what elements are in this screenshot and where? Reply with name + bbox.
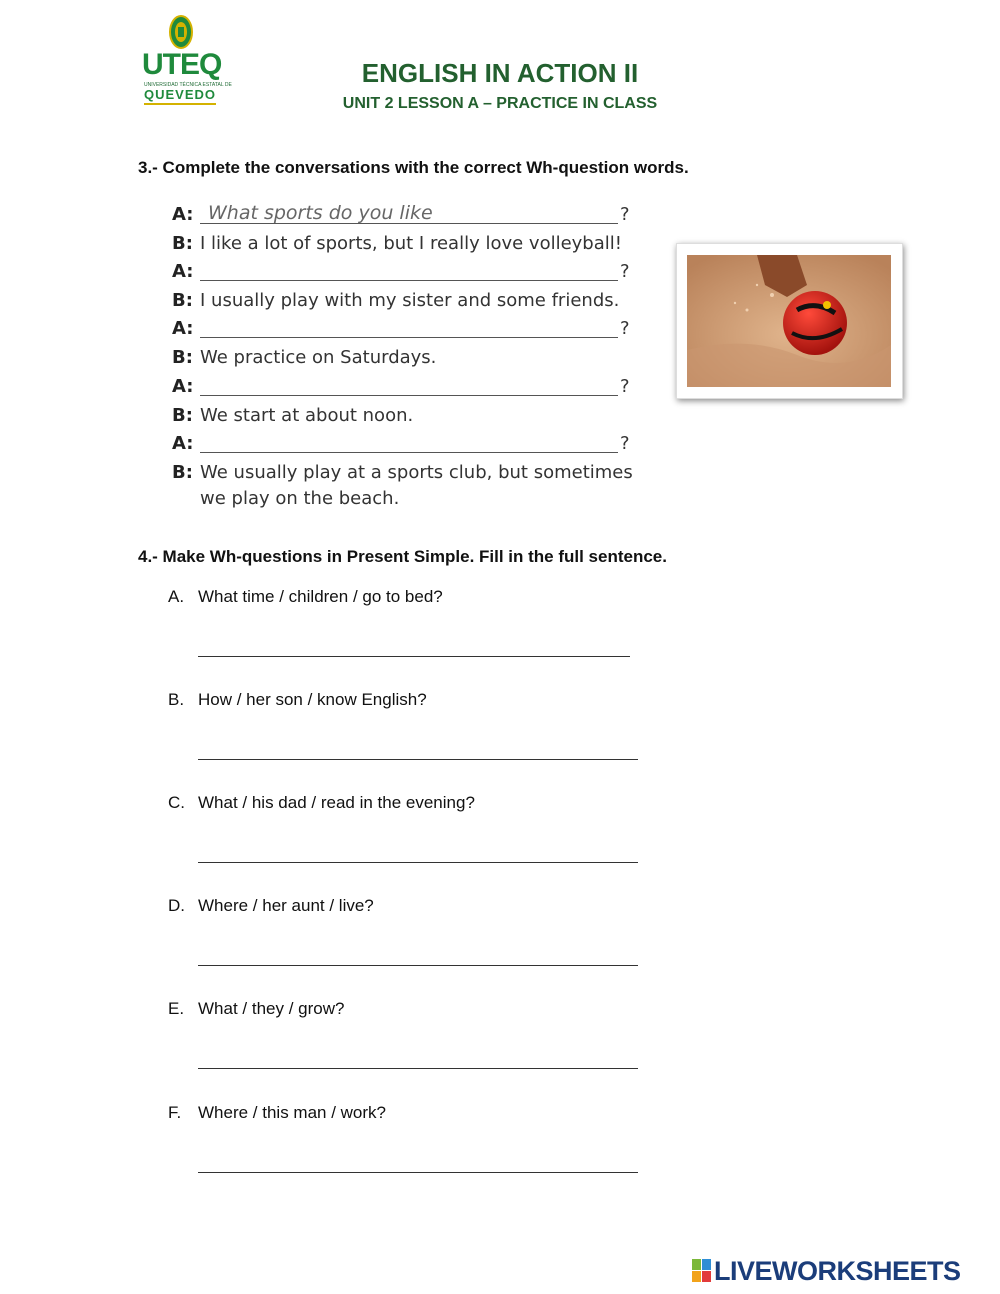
answer-blank-5[interactable]	[200, 451, 618, 453]
conv-speaker-a-3: A:	[172, 318, 194, 339]
logo-city-text: QUEVEDO	[144, 87, 216, 105]
question-item-d: D. Where / her aunt / live?	[168, 896, 374, 915]
question-mark: ?	[620, 204, 630, 225]
beach-soccer-photo-icon	[687, 255, 891, 387]
question-item-c: C. What / his dad / read in the evening?	[168, 793, 475, 812]
uteq-emblem-icon	[168, 14, 194, 50]
answer-blank-1[interactable]	[200, 222, 618, 224]
logo-brand-text: UTEQ	[142, 48, 222, 81]
conv-response-5: B: We usually play at a sports club, but sometimes	[172, 462, 633, 483]
liveworksheets-logo	[692, 1256, 992, 1286]
sample-answer: What sports do you like	[208, 202, 433, 224]
logo-subtext: UNIVERSIDAD TÉCNICA ESTATAL DE	[144, 82, 232, 88]
conv-speaker-a-1: A:	[172, 204, 194, 225]
question-mark: ?	[620, 318, 630, 339]
question-item-e: E. What / they / grow?	[168, 999, 345, 1018]
conv-response-1: B: I like a lot of sports, but I really love volleyball!	[172, 233, 622, 254]
conv-speaker-a-5: A:	[172, 433, 194, 454]
question-item-a: A. What time / children / go to bed?	[168, 587, 443, 606]
conv-speaker-a-2: A:	[172, 261, 194, 282]
answer-line-b[interactable]	[198, 758, 638, 760]
answer-line-c[interactable]	[198, 861, 638, 863]
question-item-f: F. Where / this man / work?	[168, 1103, 387, 1122]
conv-response-3: B: We practice on Saturdays.	[172, 347, 437, 368]
page-subtitle: UNIT 2 LESSON A – PRACTICE IN CLASS	[342, 95, 658, 112]
liveworksheets-blocks-icon	[692, 1259, 712, 1283]
question-item-b: B. How / her son / know English?	[168, 690, 427, 709]
answer-line-e[interactable]	[198, 1067, 638, 1069]
answer-line-d[interactable]	[198, 964, 638, 966]
conv-response-2: B: I usually play with my sister and some friends.	[172, 290, 620, 311]
conv-response-4: B: We start at about noon.	[172, 405, 414, 426]
question-mark: ?	[620, 376, 630, 397]
answer-line-a[interactable]	[198, 655, 630, 657]
question-mark: ?	[620, 433, 630, 454]
beach-soccer-photo	[676, 243, 903, 399]
answer-blank-4[interactable]	[200, 394, 618, 396]
section-3-heading: 3.- Complete the conversations with the correct Wh-question words.	[138, 158, 689, 177]
answer-blank-2[interactable]	[200, 279, 618, 281]
conv-speaker-a-4: A:	[172, 376, 194, 397]
question-mark: ?	[620, 261, 630, 282]
answer-blank-3[interactable]	[200, 336, 618, 338]
section-4-heading: 4.- Make Wh-questions in Present Simple. Fill in the full sentence.	[138, 547, 667, 566]
conv-response-5-continued: we play on the beach.	[200, 488, 400, 509]
page-title: ENGLISH IN ACTION II	[361, 58, 639, 88]
liveworksheets-brand-text: LIVEWORKSHEETS	[714, 1256, 961, 1286]
answer-line-f[interactable]	[198, 1171, 638, 1173]
